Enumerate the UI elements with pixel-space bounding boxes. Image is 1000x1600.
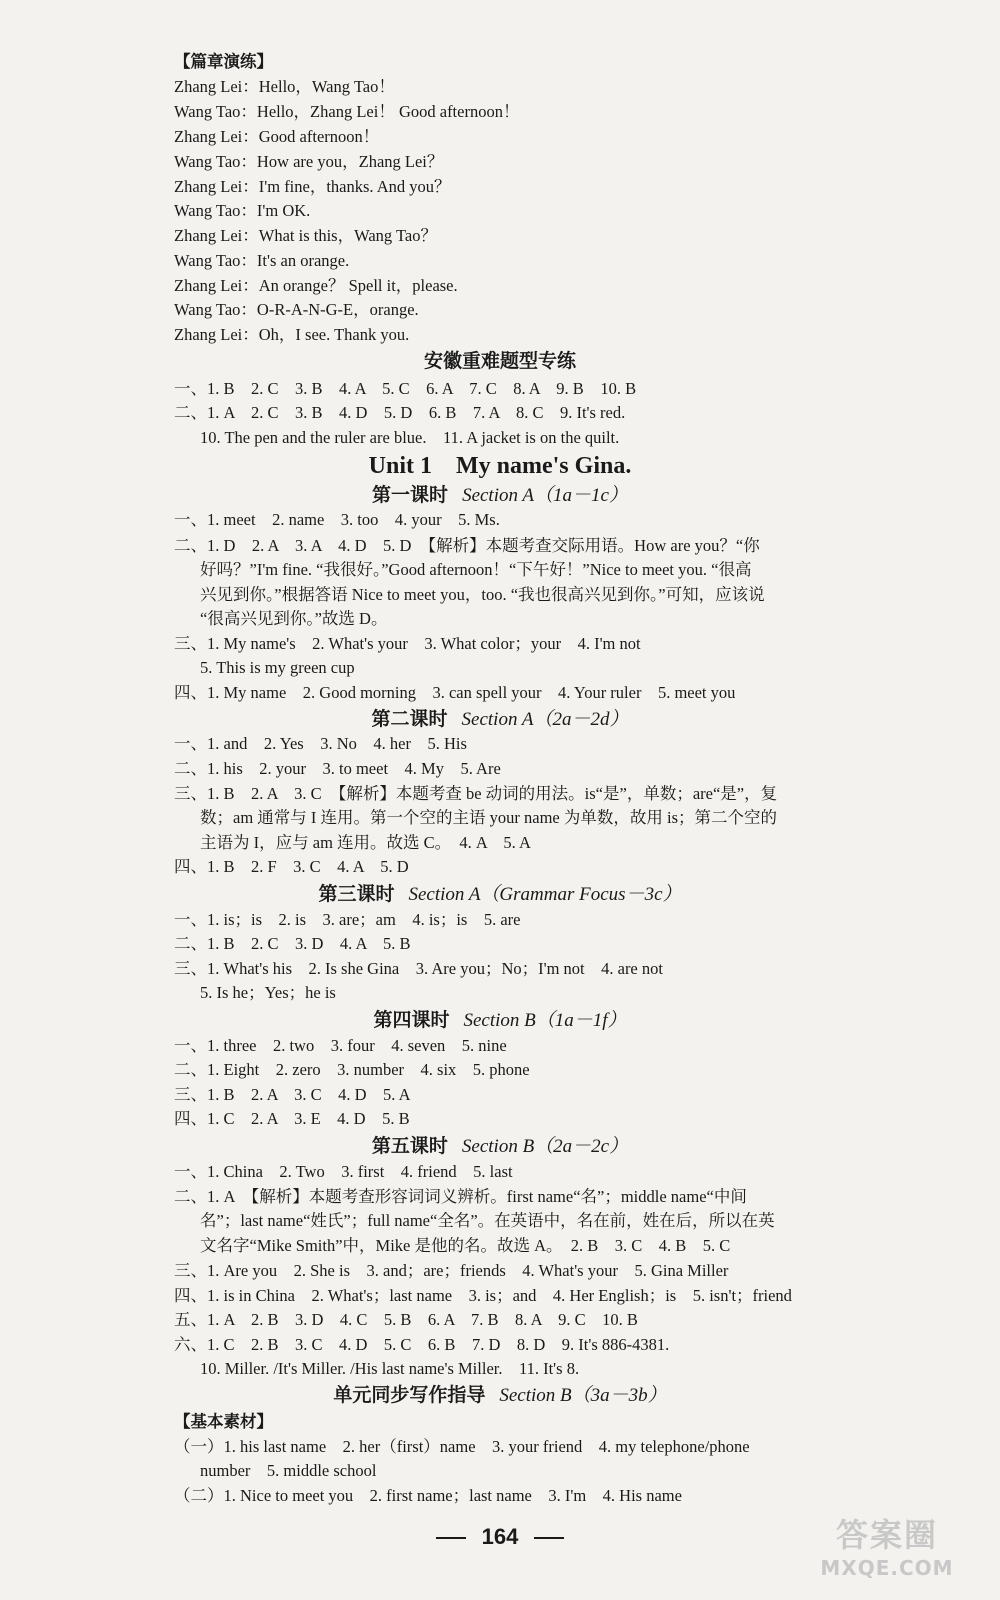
answer-line: 三、1. What's his 2. Is she Gina 3. Are you；No；I'm not 4. are not [174, 959, 663, 978]
dialogue-line: Wang Tao：Hello，Zhang Lei！ Good afternoon！ [174, 102, 520, 121]
section-tag: 【篇章演练】 [174, 52, 273, 71]
answer-line: 数；am 通常与 I 连用。第一个空的主语 your name 为单数，故用 is；第二个空的 [200, 808, 778, 827]
answer-line: 一、1. is；is 2. is 3. are；am 4. is；is 5. are [174, 910, 521, 929]
answer-line: 一、1. B 2. C 3. B 4. A 5. C 6. A 7. C 8. A 9. B 10. B [174, 379, 637, 398]
dialogue-line: Wang Tao：I'm OK. [174, 201, 311, 220]
answer-line: 10. The pen and the ruler are blue. 11. A jacket is on the quilt. [200, 428, 620, 447]
answer-line: 三、1. My name's 2. What's your 3. What color；your 4. I'm not [174, 634, 641, 653]
answer-line: 二、1. Eight 2. zero 3. number 4. six 5. phone [174, 1060, 530, 1079]
site-watermark: 答案圈 MXQE.COM [820, 1516, 954, 1580]
lesson-heading-5: 第五课时 Section B（2a－2c） [371, 1135, 629, 1157]
answer-line: 二、1. A 2. C 3. B 4. D 5. D 6. B 7. A 8. C 9. It's red. [174, 403, 626, 422]
page-number-dash-right [534, 1537, 564, 1539]
answer-line: 主语为 I，应与 am 连用。故选 C。 4. A 5. A [200, 833, 531, 852]
answer-line: （一）1. his last name 2. her（first）name 3. your friend 4. my telephone/phone [174, 1437, 750, 1456]
answer-line: 一、1. three 2. two 3. four 4. seven 5. nine [174, 1036, 507, 1055]
dialogue-line: Zhang Lei：Good afternoon！ [174, 127, 380, 146]
answer-line: 四、1. My name 2. Good morning 3. can spell your 4. Your ruler 5. meet you [174, 683, 736, 702]
dialogue-line: Zhang Lei：Oh，I see. Thank you. [174, 325, 410, 344]
answer-line: 四、1. is in China 2. What's；last name 3. is；and 4. Her English；is 5. isn't；friend [174, 1286, 792, 1305]
dialogue-line: Zhang Lei：An orange？ Spell it，please. [174, 276, 458, 295]
answer-line: number 5. middle school [200, 1461, 377, 1480]
answer-line: 二、1. his 2. your 3. to meet 4. My 5. Are [174, 759, 501, 778]
answer-line: “很高兴见到你。”故选 D。 [200, 609, 388, 628]
page-number-dash-left [436, 1537, 466, 1539]
answer-line: 一、1. and 2. Yes 3. No 4. her 5. His [174, 734, 467, 753]
answer-line: （二）1. Nice to meet you 2. first name；last name 3. I'm 4. His name [174, 1486, 682, 1505]
dialogue-line: Wang Tao：It's an orange. [174, 251, 350, 270]
answer-line: 5. Is he；Yes；he is [200, 983, 336, 1002]
page-number: 164 [0, 1524, 1000, 1550]
answer-line: 三、1. B 2. A 3. C 4. D 5. A [174, 1085, 411, 1104]
dialogue-line: Wang Tao：How are you，Zhang Lei？ [174, 152, 444, 171]
writing-guide-heading: 单元同步写作指导 Section B（3a－3b） [333, 1384, 667, 1406]
answer-line: 好吗？”I'm fine. “我很好。”Good afternoon！“下午好！”Nice to meet you. “很高 [200, 560, 752, 579]
answer-line: 一、1. China 2. Two 3. first 4. friend 5. last [174, 1162, 513, 1181]
lesson-heading-2: 第二课时 Section A（2a－2d） [371, 708, 629, 730]
answer-line: 二、1. D 2. A 3. A 4. D 5. D 【解析】本题考查交际用语。How are you？“你 [174, 536, 760, 555]
answer-line: 二、1. A 【解析】本题考查形容词词义辨析。first name“名”；middle name“中间 [174, 1187, 747, 1206]
dialogue-line: Zhang Lei：What is this，Wang Tao？ [174, 226, 437, 245]
answer-line: 五、1. A 2. B 3. D 4. C 5. B 6. A 7. B 8. A 9. C 10. B [174, 1310, 638, 1329]
answer-line: 名”；last name“姓氏”；full name“全名”。在英语中，名在前，姓在后，所以在英 [200, 1211, 775, 1230]
section-tag: 【基本素材】 [174, 1412, 273, 1431]
lesson-heading-1: 第一课时 Section A（1a－1c） [372, 484, 628, 506]
answer-line: 四、1. C 2. A 3. E 4. D 5. B [174, 1109, 410, 1128]
lesson-heading-3: 第三课时 Section A（Grammar Focus－3c） [318, 883, 682, 905]
dialogue-line: Wang Tao：O-R-A-N-G-E，orange. [174, 300, 419, 319]
answer-line: 四、1. B 2. F 3. C 4. A 5. D [174, 857, 409, 876]
answer-line: 六、1. C 2. B 3. C 4. D 5. C 6. B 7. D 8. D 9. It's 886-4381. [174, 1335, 670, 1354]
answer-line: 10. Miller. /It's Miller. /His last name's Miller. 11. It's 8. [200, 1359, 580, 1378]
answer-line: 5. This is my green cup [200, 658, 355, 677]
answer-line: 兴见到你。”根据答语 Nice to meet you，too. “我也很高兴见到你。”可知，应该说 [200, 585, 765, 604]
dialogue-line: Zhang Lei：Hello，Wang Tao！ [174, 77, 395, 96]
answer-line: 一、1. meet 2. name 3. too 4. your 5. Ms. [174, 510, 500, 529]
dialogue-line: Zhang Lei：I'm fine，thanks. And you？ [174, 177, 451, 196]
answer-line: 三、1. B 2. A 3. C 【解析】本题考查 be 动词的用法。is“是”，单数；are“是”，复 [174, 784, 778, 803]
answer-line: 三、1. Are you 2. She is 3. and；are；friends 4. What's your 5. Gina Miller [174, 1261, 729, 1280]
answer-line: 二、1. B 2. C 3. D 4. A 5. B [174, 934, 411, 953]
answer-line: 文名字“Mike Smith”中，Mike 是他的名。故选 A。 2. B 3. C 4. B 5. C [200, 1236, 731, 1255]
lesson-heading-4: 第四课时 Section B（1a－1f） [373, 1009, 627, 1031]
unit-title: Unit 1 My name's Gina. [368, 453, 632, 479]
section-heading-anhui: 安徽重难题型专练 [423, 350, 576, 372]
